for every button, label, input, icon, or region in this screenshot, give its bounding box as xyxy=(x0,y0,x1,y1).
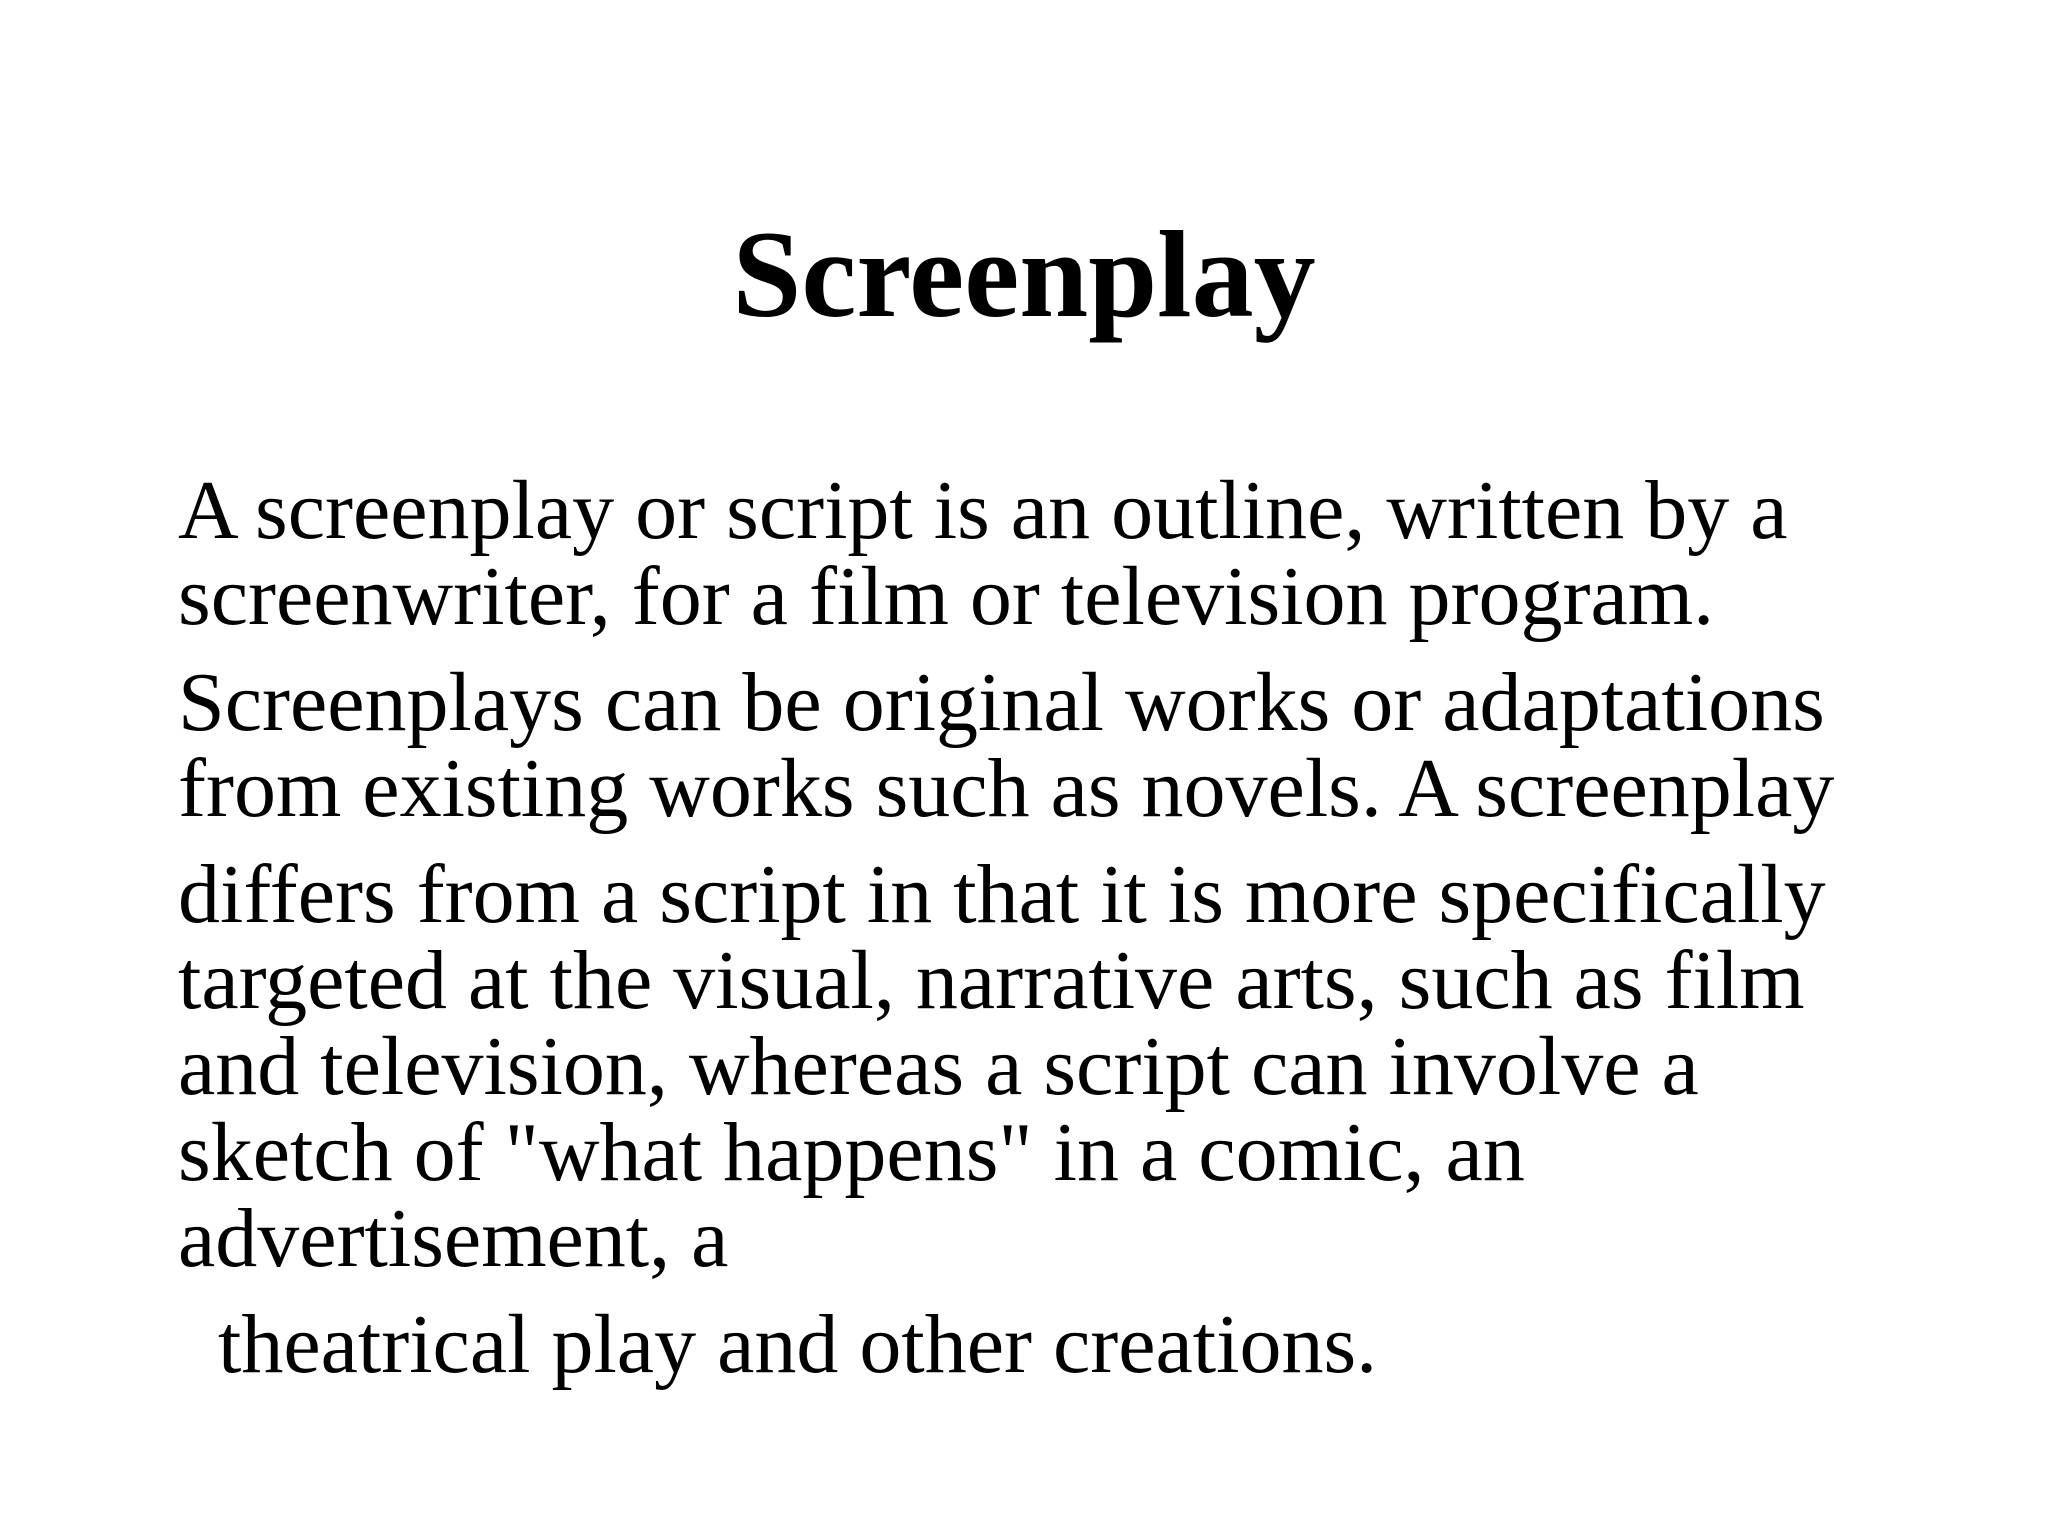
slide-title: Screenplay xyxy=(732,206,1316,343)
paragraph-line: from existing works such as novels. A screenplay xyxy=(178,742,1835,835)
paragraph-line: differs from a script in that it is more specifically xyxy=(178,848,1826,941)
paragraph-definition xyxy=(178,464,1938,643)
paragraph-line: advertisement, a xyxy=(178,1192,729,1285)
slide-body xyxy=(178,464,1938,1391)
paragraph-line: A screenplay or script is an outline, written by a xyxy=(178,464,1788,557)
paragraph-line: sketch of "what happens" in a comic, an xyxy=(178,1106,1525,1199)
paragraph-origins xyxy=(178,656,1938,835)
paragraph-differences xyxy=(178,848,1938,1285)
paragraph-line: targeted at the visual, narrative arts, such as film xyxy=(178,934,1805,1027)
paragraph-line: Screenplays can be original works or adaptations xyxy=(178,656,1825,749)
paragraph-line: and television, whereas a script can involve a xyxy=(178,1020,1699,1113)
paragraph-line: screenwriter, for a film or television program. xyxy=(178,550,1715,643)
paragraph-closing: theatrical play and other creations. xyxy=(218,1298,1378,1391)
